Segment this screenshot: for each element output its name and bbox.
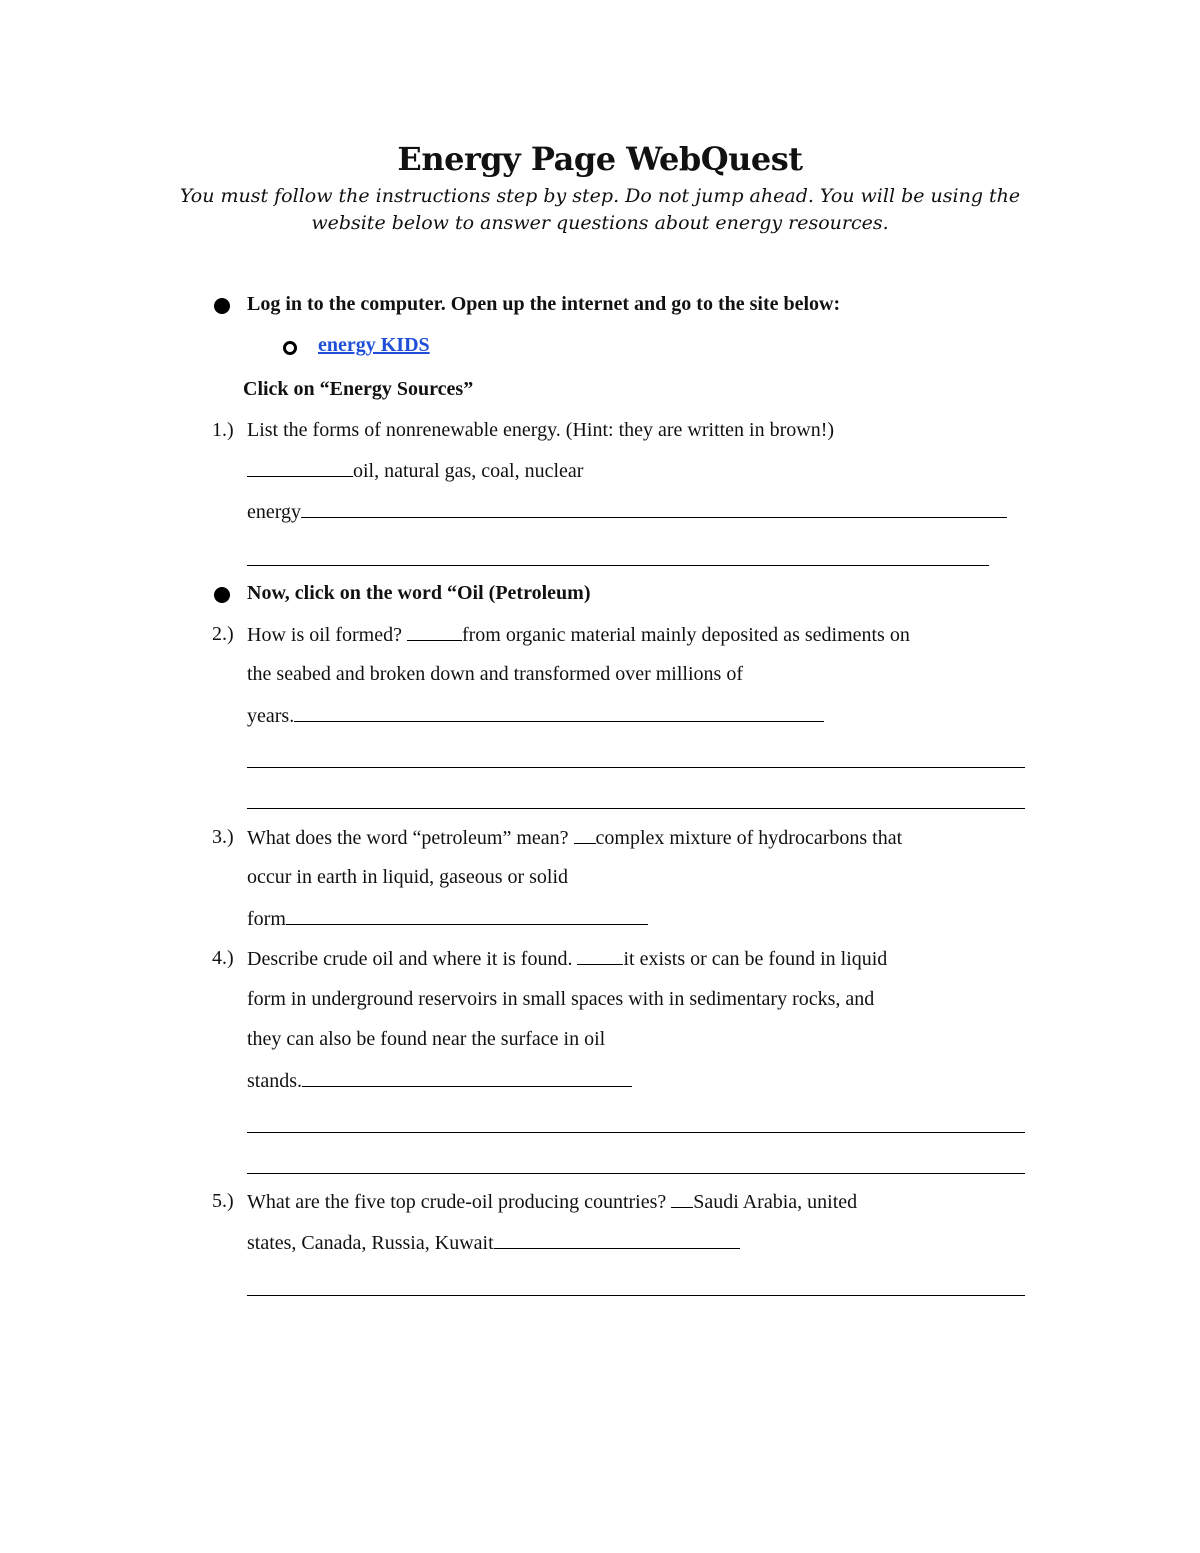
answer-1-line-1: [247, 456, 583, 485]
answer-blank[interactable]: [302, 1066, 632, 1087]
answer-rule[interactable]: [247, 1173, 1025, 1174]
answer-blank[interactable]: [577, 944, 623, 965]
question-number: 2.): [212, 623, 234, 645]
answer-2-text-1: from organic material mainly deposited as sediments on: [461, 624, 910, 646]
answer-1-line-2: [247, 497, 1007, 526]
answer-5-text-2: states, Canada, Russia, Kuwait: [247, 1232, 494, 1254]
question-5-text: What are the five top crude-oil producing countries?: [247, 1191, 667, 1213]
answer-5-line-2: [247, 1228, 740, 1257]
answer-blank[interactable]: [247, 456, 353, 477]
answer-rule[interactable]: [247, 1132, 1025, 1133]
bullet-dot-icon: [214, 587, 230, 603]
bullet-ring-icon: [283, 341, 297, 355]
answer-blank[interactable]: [574, 823, 596, 844]
subtitle-line-2: website below to answer questions about energy resources.: [311, 212, 889, 234]
question-number: 1.): [212, 419, 234, 441]
answer-3-text-2: occur in earth in liquid, gaseous or solid: [247, 866, 569, 888]
answer-blank[interactable]: [407, 620, 462, 641]
answer-3-text-3: form: [247, 908, 286, 930]
answer-blank[interactable]: [671, 1187, 693, 1208]
answer-1-text-1: oil, natural gas, coal, nuclear: [353, 460, 584, 482]
answer-rule[interactable]: [247, 808, 1025, 809]
question-number: 3.): [212, 826, 234, 848]
page-title: Energy Page WebQuest: [397, 140, 803, 178]
answer-blank[interactable]: [301, 497, 1007, 518]
bullet-dot-icon: [214, 298, 230, 314]
answer-3-text-1: complex mixture of hydrocarbons that: [595, 827, 903, 849]
answer-blank[interactable]: [494, 1228, 740, 1249]
question-5-line-1: [247, 1187, 857, 1216]
answer-1-text-2: energy: [247, 501, 302, 523]
click-energy-sources-text: Click on “Energy Sources”: [243, 378, 474, 400]
question-3-text: What does the word “petroleum” mean?: [247, 827, 569, 849]
answer-2-text-3: years.: [247, 705, 295, 727]
subtitle-line-1: You must follow the instructions step by step. Do not jump ahead. You will be using the: [179, 185, 1021, 207]
answer-5-text-1: Saudi Arabia, united: [693, 1191, 858, 1213]
answer-rule[interactable]: [247, 1295, 1025, 1296]
energy-kids-link[interactable]: energy KIDS: [318, 334, 430, 356]
question-number: 5.): [212, 1190, 234, 1212]
step-oil-text: Now, click on the word “Oil (Petroleum): [247, 582, 591, 604]
answer-rule[interactable]: [247, 565, 989, 566]
answer-2-text-2: the seabed and broken down and transformed over millions of: [247, 663, 743, 685]
question-number: 4.): [212, 947, 234, 969]
question-3-line-1: [247, 823, 902, 852]
step-login-text: Log in to the computer. Open up the internet and go to the site below:: [247, 293, 841, 315]
question-2-line-1: [247, 620, 910, 649]
question-4-text: Describe crude oil and where it is found.: [247, 948, 573, 970]
question-1-text: List the forms of nonrenewable energy. (Hint: they are written in brown!): [247, 419, 835, 441]
answer-3-line-3: [247, 904, 648, 933]
answer-4-text-2: form in underground reservoirs in small spaces with in sedimentary rocks, and: [247, 988, 875, 1010]
answer-rule[interactable]: [247, 767, 1025, 768]
answer-4-text-1: it exists or can be found in liquid: [623, 948, 888, 970]
answer-4-text-3: they can also be found near the surface in oil: [247, 1028, 606, 1050]
answer-2-line-3: [247, 701, 824, 730]
answer-4-text-4: stands.: [247, 1070, 302, 1092]
answer-blank[interactable]: [294, 701, 824, 722]
answer-4-line-4: [247, 1066, 632, 1095]
instructions-subtitle: [160, 183, 1040, 237]
question-2-text: How is oil formed?: [247, 624, 402, 646]
question-4-line-1: [247, 944, 887, 973]
answer-blank[interactable]: [286, 904, 648, 925]
